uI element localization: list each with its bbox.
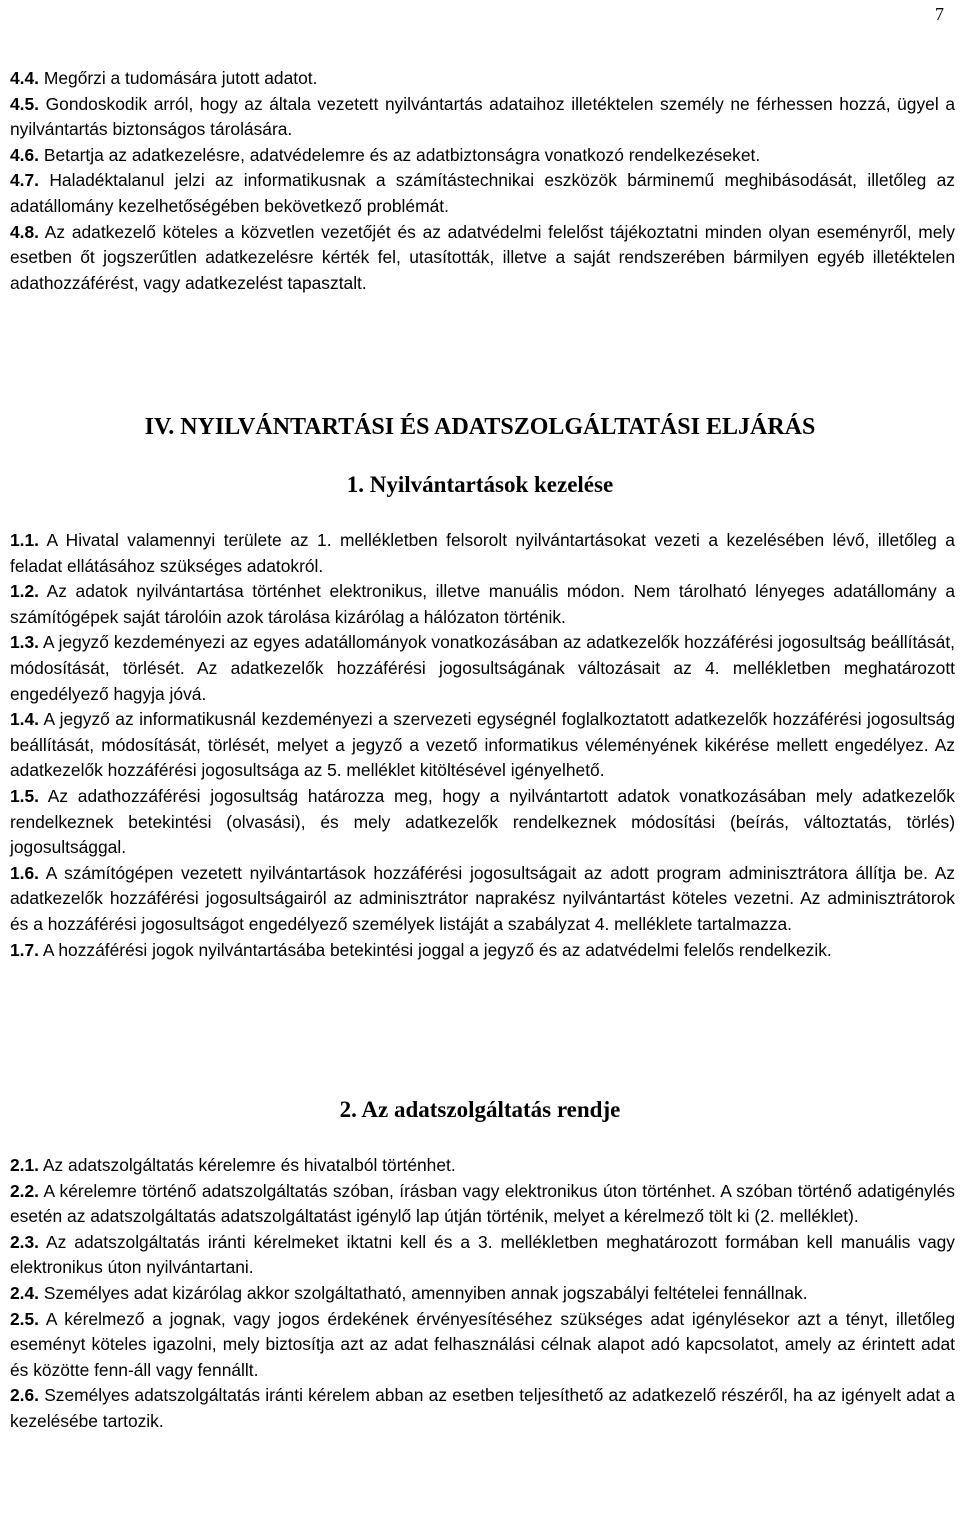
item-number: 2.1. [10,1155,40,1175]
item-number: 4.6. [10,144,40,165]
item-text: A jegyző kezdeményezi az egyes adatállományok vonatkozásában az adatkezelők hozzáférési jogosultság beállítását, módosítását, törlését. Az adatkezelők hozzáférési jogosultságának változásait az 4. mellékletben meghatározott engedélyező hagyja jóvá. [10,632,955,704]
item-text: A számítógépen vezetett nyilvántartások hozzáférési jogosultságait az adott program adminisztrátora állítja be. Az adatkezelők hozzáférési jogosultságairól az adminisztrátor naprakész nyilvántartást köteles vezetni. Az adminisztrátorok és a hozzáférési jogosultságot engedélyező személyek listáját a szabályzat 4. melléklete tartalmazza. [10,862,955,934]
list-item [10,1179,955,1230]
item-text: Gondoskodik arról, hogy az általa vezetett nyilvántartás adataihoz illetéktelen személy ne férhessen hozzá, ügyel a nyilvántartás biztonságos tárolására. [10,93,955,140]
item-number: 2.4. [10,1282,40,1303]
item-text: A kérelmező a jognak, vagy jogos érdekének érvényesítéséhez szükséges adat igénylésekor azt a tényt, illetőleg eseményt köteles igazolni, mely biztosítja azt az adat felhasználási célnak alapot adó kapcsolatot, amely az érintett adat és közötte fenn-áll vagy fennállt. [10,1308,955,1380]
list-item [10,579,955,630]
item-number: 1.4. [10,709,40,730]
item-number: 1.6. [10,862,40,883]
item-text: Haladéktalanul jelzi az informatikusnak a számítástechnikai eszközök bárminemű meghibásodását, illetőleg az adatállomány kezelhetőségében bekövetkező problémát. [10,170,955,216]
item-number: 2.6. [10,1385,40,1406]
item-text: A kérelemre történő adatszolgáltatás szóban, írásban vagy elektronikus úton történhet. A szóban történő adatigénylés esetén az adatszolgáltatás adatszolgáltatást igénylő lap útján történik, melyet a kérelmező tölt ki (2. melléklet). [10,1180,955,1227]
item-text: Személyes adatszolgáltatás iránti kérelem abban az esetben teljesíthető az adatkezelő részéről, ha az igényelt adat a kezelésébe tartozik. [10,1385,955,1431]
subsection-title-data-service: 2. Az adatszolgáltatás rendje [339,1097,621,1122]
list-item [10,66,955,92]
item-text: Az adatszolgáltatás iránti kérelmeket iktatni kell és a 3. mellékletben meghatározott formában kell manuális vagy elektronikus úton nyilvántartani. [10,1231,956,1278]
section-4-items [10,66,955,296]
item-number: 1.7. [10,939,40,960]
item-number: 2.2. [10,1180,40,1201]
item-text: Megőrzi a tudomására jutott adatot. [43,68,318,88]
item-number: 4.8. [10,221,40,242]
page-number: 7 [935,4,944,24]
list-item [10,92,955,143]
item-number: 4.5. [10,93,40,114]
list-item [10,938,955,964]
item-text: Az adatok nyilvántartása történhet elektronikus, illetve manuális módon. Nem tárolható lényeges adatállomány a számítógépek saját tárolóin azok tárolása kizárólag a hálózaton történik. [10,581,956,627]
item-text: Személyes adat kizárólag akkor szolgáltatható, amennyiben annak jogszabályi feltételei fennállnak. [43,1282,808,1303]
item-text: Az adatkezelő köteles a közvetlen vezetőjét és az adatvédelmi felelőst tájékoztatni minden olyan eseményről, mely esetben őt jogszerűtlen adatkezelésre kérték fel, utasították, illetve a saját rendszerében bármilyen egyéb illetéktelen adathozzáférést, vagy adatkezelést tapasztalt. [10,221,955,293]
list-item [10,861,955,938]
list-item [10,143,955,169]
item-text: Az adatszolgáltatás kérelemre és hivatalból történhet. [42,1155,456,1175]
item-number: 2.5. [10,1308,40,1329]
list-item [10,784,955,861]
list-item [10,528,955,579]
item-number: 4.7. [10,170,40,191]
section-title: IV. NYILVÁNTARTÁSI ÉS ADATSZOLGÁLTATÁSI ELJÁRÁS [144,414,816,440]
item-number: 1.1. [10,530,40,550]
item-number: 1.2. [10,581,40,602]
list-item [10,220,955,297]
list-item [10,1281,955,1307]
list-item [10,1153,955,1179]
subsection-title-records: 1. Nyilvántartások kezelése [346,472,614,497]
records-items [10,528,955,963]
list-item [10,1230,955,1281]
item-text: Betartja az adatkezelésre, adatvédelemre és az adatbiztonságra vonatkozó rendelkezéseket. [43,144,761,165]
item-text: A jegyző az informatikusnál kezdeményezi a szervezeti egységnél foglalkoztatott adatkezelők hozzáférési jogosultság beállítását, módosítását, törlését, melyet a jegyző a vezető informatikus véleményének kikérése mellett engedélyez. Az adatkezelők hozzáférési jogosultsága az 5. melléklet kitöltésével igényelhető. [10,709,955,781]
list-item [10,707,955,784]
list-item [10,630,955,707]
item-number: 4.4. [10,68,40,88]
item-number: 1.5. [10,785,40,806]
item-text: A Hivatal valamennyi területe az 1. mellékletben felsorolt nyilvántartásokat vezeti a kezelésében lévő, illetőleg a feladat ellátásához szükséges adatokról. [10,530,955,576]
list-item [10,1383,955,1434]
item-text: Az adathozzáférési jogosultság határozza meg, hogy a nyilvántartott adatok vonatkozásában mely adatkezelők rendelkeznek betekintési (olvasási), és mely adatkezelők rendelkeznek módosítási (beírás, változtatás, törlés) jogosultsággal. [10,785,955,858]
item-number: 2.3. [10,1231,40,1252]
data-service-items [10,1153,955,1435]
item-text: A hozzáférési jogok nyilvántartásába betekintési joggal a jegyző és az adatvédelmi felelős rendelkezik. [42,939,832,960]
list-item [10,1307,955,1384]
item-number: 1.3. [10,632,40,653]
list-item [10,168,955,219]
